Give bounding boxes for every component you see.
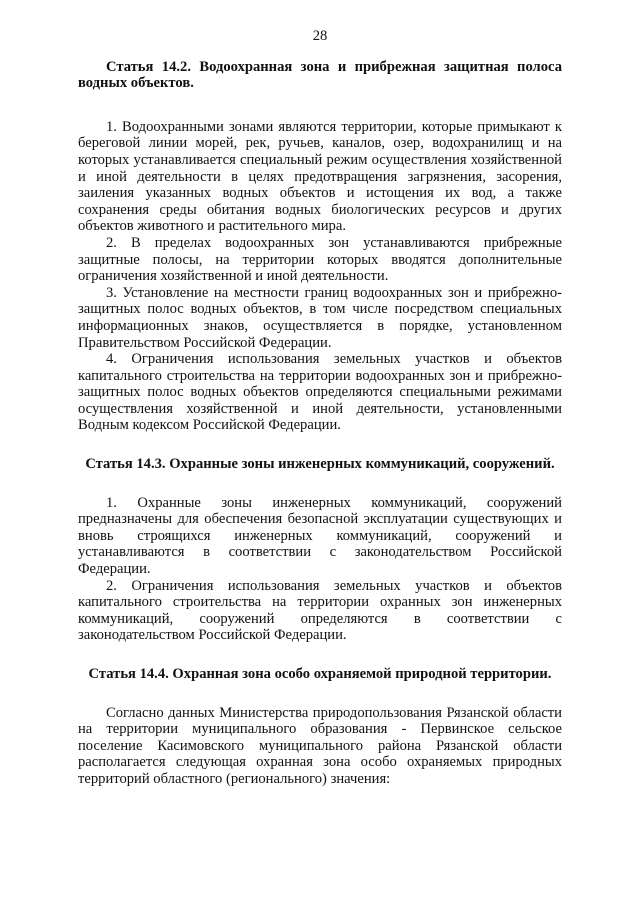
- paragraph: 2. В пределах водоохранных зон устанавливаются прибрежные защитные полосы, на территории которых вводятся дополнительные ограничения хозяйственной и иной деятельности.: [78, 234, 562, 285]
- article-heading: Статья 14.3. Охранные зоны инженерных коммуникаций, сооружений.: [85, 456, 555, 473]
- section-article-14-3: [78, 456, 562, 644]
- page-number: 28: [312, 28, 328, 44]
- paragraph: 3. Установление на местности границ водоохранных зон и прибрежно-защитных полос водных объектов, в том числе посредством специальных информационных знаков, осуществляется в порядке, установленном Правительством Российской Федерации.: [78, 284, 562, 351]
- paragraph: 1. Водоохранными зонами являются территории, которые примыкают к береговой линии морей, рек, ручьев, каналов, озер, водохранилищ и на которых устанавливается специальный режим осуществления хозяйственной и иной деятельности в целях предотвращения загрязнения, засорения, заиления указанных водных объектов и истощения их вод, а также сохранения среды обитания водных биологических ресурсов и других объектов животного и растительного мира.: [78, 118, 562, 235]
- article-heading: Статья 14.2. Водоохранная зона и прибрежная защитная полоса водных объектов.: [78, 58, 562, 92]
- paragraph: 1. Охранные зоны инженерных коммуникаций, сооружений предназначены для обеспечения безопасной эксплуатации существующих и вновь строящихся инженерных коммуникаций, сооружений и устанавливаются в соответствии с законодательством Российской Федерации.: [78, 494, 562, 578]
- section-article-14-4: [78, 666, 562, 788]
- paragraph: 4. Ограничения использования земельных участков и объектов капитального строительства на территории водоохранных зон и прибрежно-защитных полос водных объектов определяются специальными режимами осуществления хозяйственной и иной деятельности, установленными Водным кодексом Российской Федерации.: [78, 351, 562, 434]
- article-heading: Статья 14.4. Охранная зона особо охраняемой природной территории.: [88, 666, 552, 682]
- paragraph: 2. Ограничения использования земельных участков и объектов капитального строительства на территории охранных зон инженерных коммуникаций, сооружений определяются в соответствии с законодательством Российской Федерации.: [78, 577, 562, 644]
- section-article-14-2: [78, 59, 562, 434]
- paragraph: Согласно данных Министерства природопользования Рязанской области на территории муниципального образования - Первинское сельское поселение Касимовского муниципального района Рязанской области располагается следующая охранная зона особо охраняемых природных территорий областного (регионального) значения:: [78, 704, 562, 787]
